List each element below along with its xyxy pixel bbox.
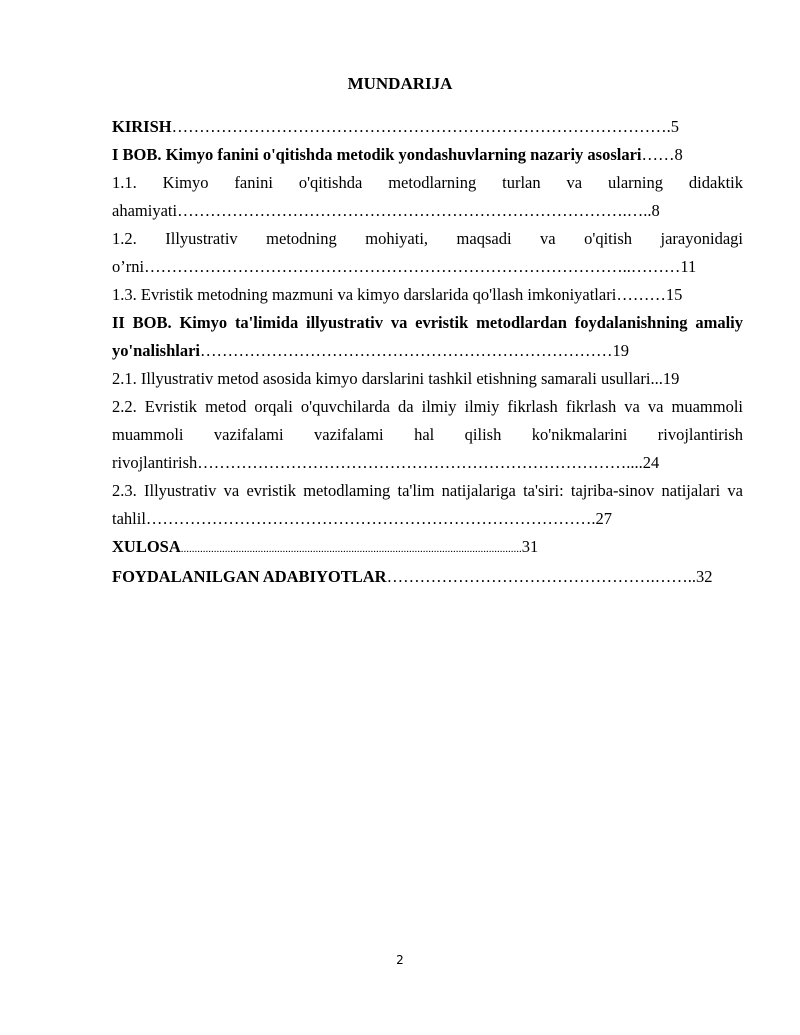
toc-leader-dots: …………………………………………………………………….... — [197, 453, 643, 472]
toc-leader-dots: ... — [650, 369, 663, 388]
toc-page-number: 24 — [642, 453, 660, 472]
toc-page-number: 32 — [695, 567, 713, 586]
page-number: 2 — [396, 953, 404, 967]
toc-leader-dots: …… — [641, 145, 675, 164]
toc-entry-2-2[interactable] — [112, 393, 743, 477]
toc-entry-chapter-1[interactable] — [112, 141, 743, 169]
toc-entry-label: XULOSA — [112, 537, 181, 556]
toc-entry-label: 2.3. Illyustrativ va evristik metodlaming ta'lim natijalariga ta'siri: tajriba-sinov natijalari va tahlil — [112, 481, 743, 528]
toc-entry-label: 1.1. Kimyo fanini o'qitishda metodlarning turlan va ularning didaktik ahamiyati — [112, 173, 743, 220]
toc-entry-label: 1.3. Evristik metodning mazmuni va kimyo darslarida qo'llash imkoniyatlari — [112, 285, 617, 304]
toc-title: MUNDARIJA — [347, 74, 453, 93]
toc-entry-label: FOYDALANILGAN ADABIYOTLAR — [112, 567, 387, 586]
toc-entry-label: I BOB. Kimyo fanini o'qitishda metodik yondashuvlarning nazariy asoslari — [112, 145, 642, 164]
toc-leader-dots: ……………………………………………………………………….….. — [177, 201, 652, 220]
toc-leader-dots: ………………………………………….…….. — [386, 567, 696, 586]
toc-entry-label: 2.2. Evristik metod orqali o'quvchilarda da ilmiy ilmiy fikrlash fikrlash va va muammoli muammoli vazifalami vazifalami hal qilish ko'nikmalarini rivojlantirish rivojlantirish — [112, 397, 743, 472]
toc-entry-label: 1.2. Illyustrativ metodning mohiyati, maqsadi va o'qitish jarayonidagi o’rni — [112, 229, 743, 276]
toc-entry-1-3[interactable] — [112, 281, 743, 309]
toc-page-number: 15 — [665, 285, 683, 304]
toc-page-number: 11 — [680, 257, 697, 276]
toc-entry-label: KIRISH — [112, 117, 172, 136]
toc-page-number: 31 — [521, 537, 539, 556]
toc-leader-dots: ……………………………………………………………………… — [145, 509, 592, 528]
toc-entry-adabiyotlar[interactable] — [112, 563, 743, 591]
toc-page-number: 8 — [651, 201, 660, 220]
toc-entry-chapter-2[interactable] — [112, 309, 743, 365]
toc-page-number: .27 — [591, 509, 613, 528]
toc-page-number: 19 — [662, 369, 680, 388]
toc-page-number: .5 — [666, 117, 679, 136]
toc-leader-dots: ……… — [616, 285, 666, 304]
toc-page-number: 8 — [674, 145, 683, 164]
toc-leader-dots: ……………………………………………………………………………..……… — [144, 257, 681, 276]
toc-entry-2-3[interactable] — [112, 477, 743, 533]
toc-entry-kirish[interactable] — [112, 113, 743, 141]
toc-entry-1-2[interactable] — [112, 225, 743, 281]
toc-leader-dots: ……………………………………………………………………………… — [171, 117, 667, 136]
toc-leader-dots: ………………………………………………………………… — [200, 341, 613, 360]
toc-entry-label: 2.1. Illyustrativ metod asosida kimyo darslarini tashkil etishning samarali usullari — [112, 369, 651, 388]
table-of-contents — [112, 113, 743, 591]
toc-entry-xulosa[interactable] — [112, 533, 743, 563]
toc-leader-dots: ............................................................................................................................ — [180, 543, 522, 555]
toc-entry-1-1[interactable] — [112, 169, 743, 225]
toc-entry-2-1[interactable] — [112, 365, 743, 393]
toc-page-number: 19 — [612, 341, 630, 360]
toc-entry-label: II BOB. Kimyo ta'limida illyustrativ va evristik metodlardan foydalanishning amaliy yo'nalishlari — [112, 313, 743, 360]
